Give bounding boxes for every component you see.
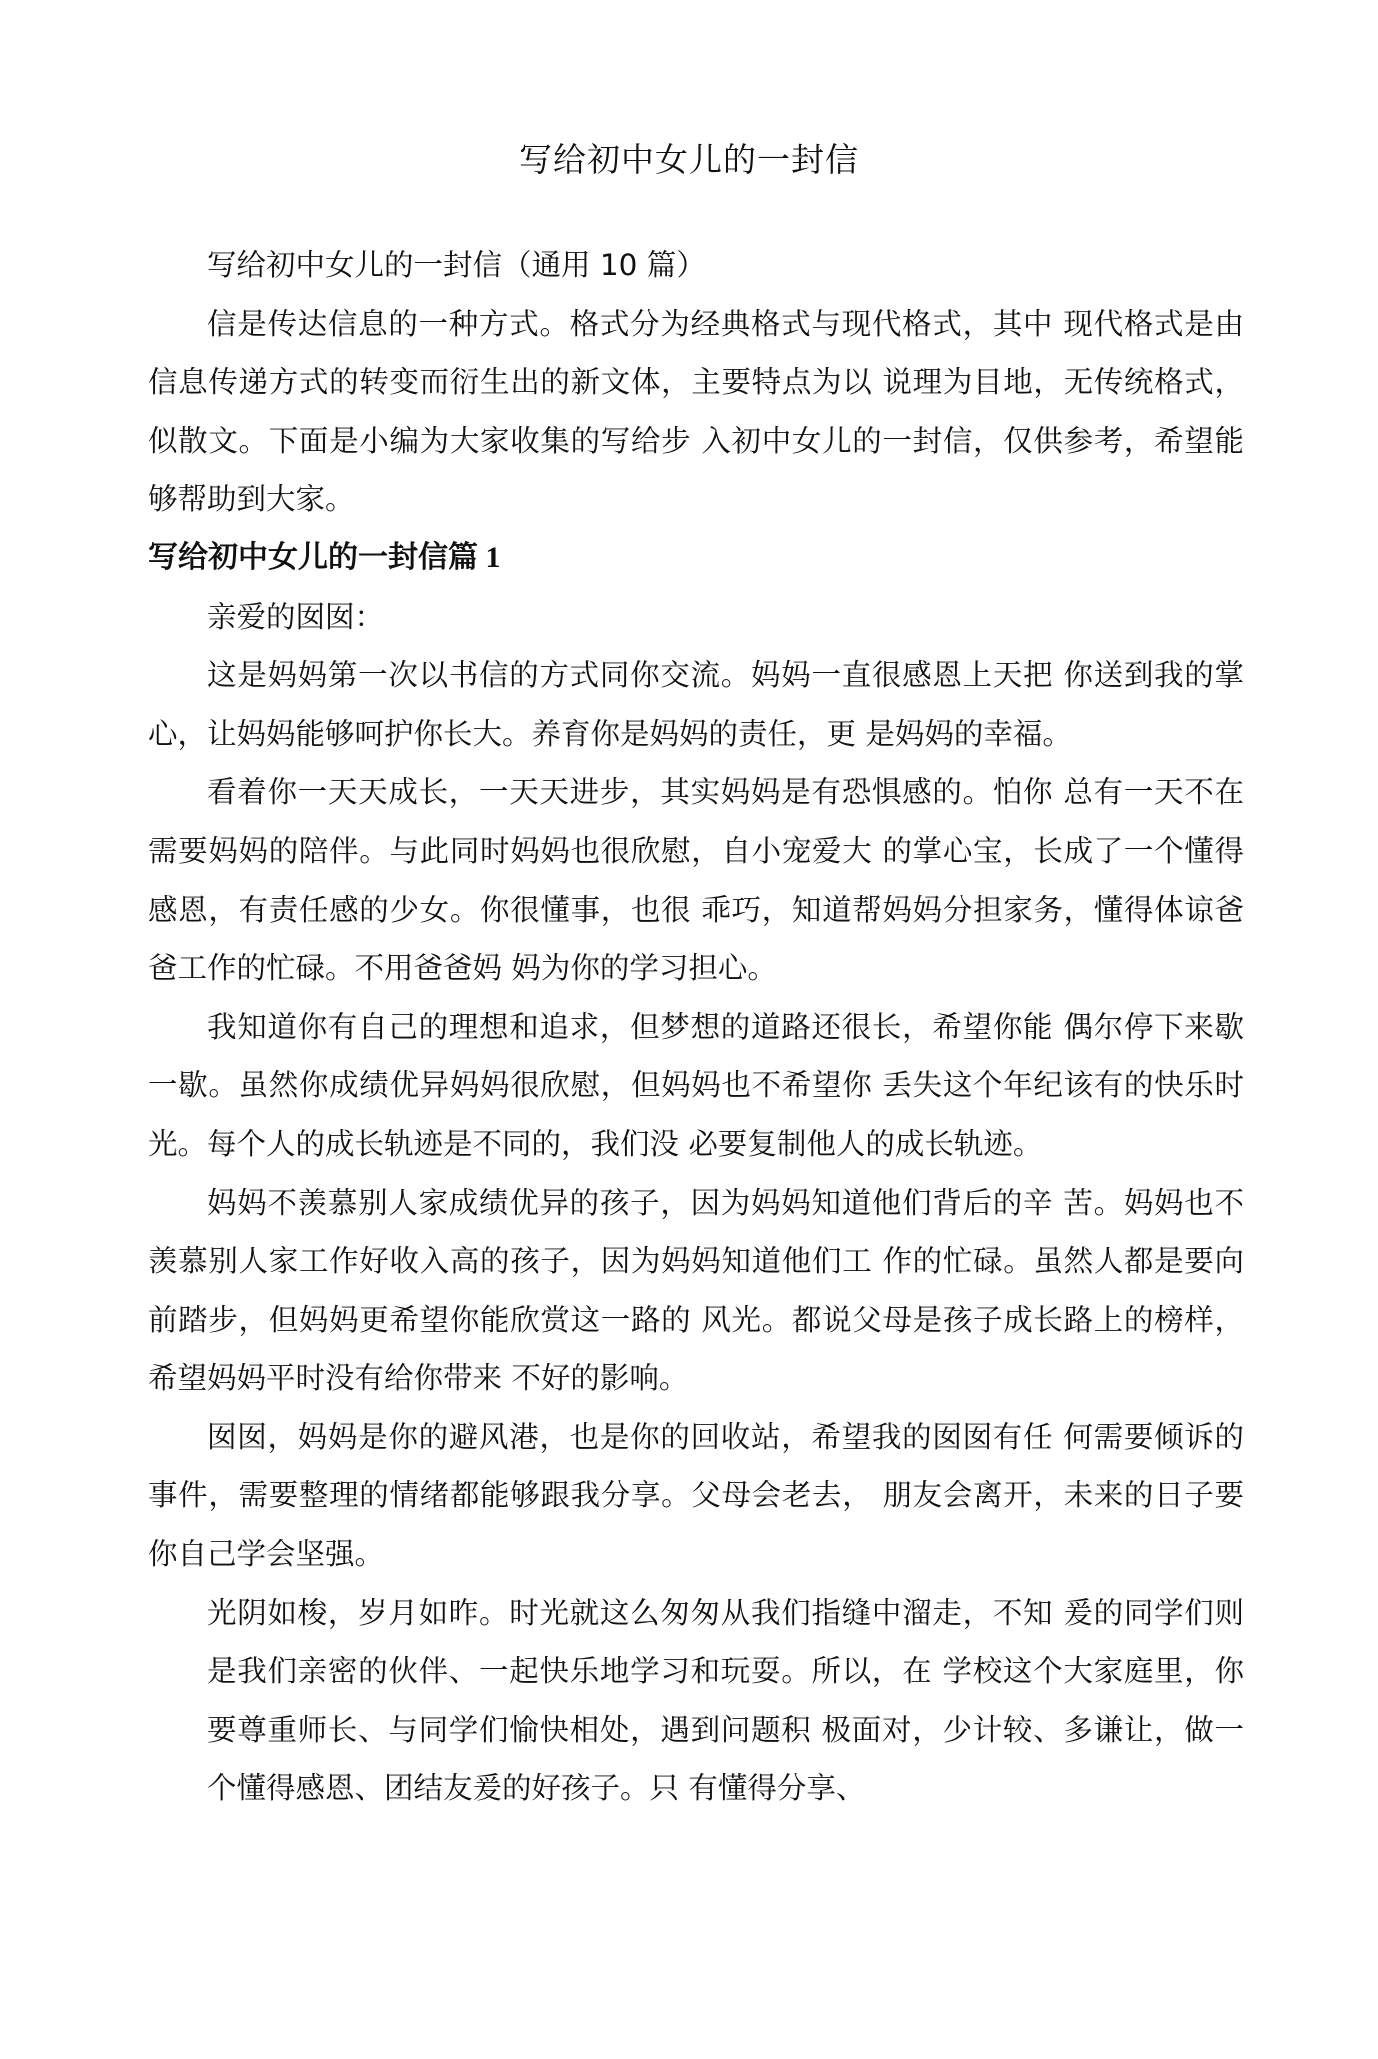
intro-paragraph: 信是传达信息的一种方式。格式分为经典格式与现代格式，其中 现代格式是由信息传递方式的转变而衍生出的新文体，主要特点为以 说理为目地，无传统格式，似散文。下面是小编为大家收集的写给步 入初中女儿的一封信，仅供参考，希望能够帮助到大家。 bbox=[148, 306, 1244, 517]
indented-paragraph: 光阴如梭，岁月如昨。时光就这么匆匆从我们指缝中溜走，不知 爰的同学们则是我们亲密的伙伴、一起快乐地学习和玩耍。所以，在 学校这个大家庭里，你要尊重师长、与同学们愉快相处，遇到问题积 极面对，少计较、多谦让，做一个懂得感恩、团结友爰的好孩子。只 有懂得分享、 bbox=[207, 1595, 1244, 1806]
letter-greeting: 亲爱的囡囡： bbox=[207, 599, 385, 634]
body-paragraph: 囡囡，妈妈是你的避风港，也是你的回收站，希望我的囡囡有任 何需要倾诉的事件，需要整理的情绪都能够跟我分享。父母会老去， 朋友会离开，未来的日子要你自己学会坚强。 bbox=[148, 1419, 1244, 1572]
subtitle: 写给初中女儿的一封信（通用 10 篇） bbox=[207, 248, 706, 282]
document-body bbox=[148, 236, 1244, 1818]
body-paragraph: 看着你一天天成长，一天天进步，其实妈妈是有恐惧感的。怕你 总有一天不在需要妈妈的陪伴。与此同时妈妈也很欣慰，自小宠爱大 的掌心宝，长成了一个懂得感恩，有责任感的少女。你很懂事，也很 乖巧，知道帮妈妈分担家务，懂得体谅爸爸工作的忙碌。不用爸爸妈 妈为你的学习担心。 bbox=[148, 775, 1244, 986]
document-title: 写给初中女儿的一封信 bbox=[519, 140, 859, 179]
body-paragraph: 妈妈不羡慕别人家成绩优异的孩子，因为妈妈知道他们背后的辛 苦。妈妈也不羡慕别人家工作好收入高的孩子，因为妈妈知道他们工 作的忙碌。虽然人都是要向前踏步，但妈妈更希望你能欣赏这一路的 风光。都说父母是孩子成长路上的榜样，希望妈妈平时没有给你带来 不好的影响。 bbox=[148, 1185, 1244, 1396]
body-paragraph: 我知道你有自己的理想和追求，但梦想的道路还很长，希望你能 偶尔停下来歇一歇。虽然你成绩优异妈妈很欣慰，但妈妈也不希望你 丢失这个年纪该有的快乐时光。每个人的成长轨迹是不同的，我们没 必要复制他人的成长轨迹。 bbox=[148, 1009, 1244, 1161]
section-heading: 写给初中女儿的一封信篇 1 bbox=[148, 540, 501, 574]
body-paragraph: 这是妈妈第一次以书信的方式同你交流。妈妈一直很感恩上天把 你送到我的掌心，让妈妈能够呵护你长大。养育你是妈妈的责任，更 是妈妈的幸福。 bbox=[148, 658, 1244, 751]
